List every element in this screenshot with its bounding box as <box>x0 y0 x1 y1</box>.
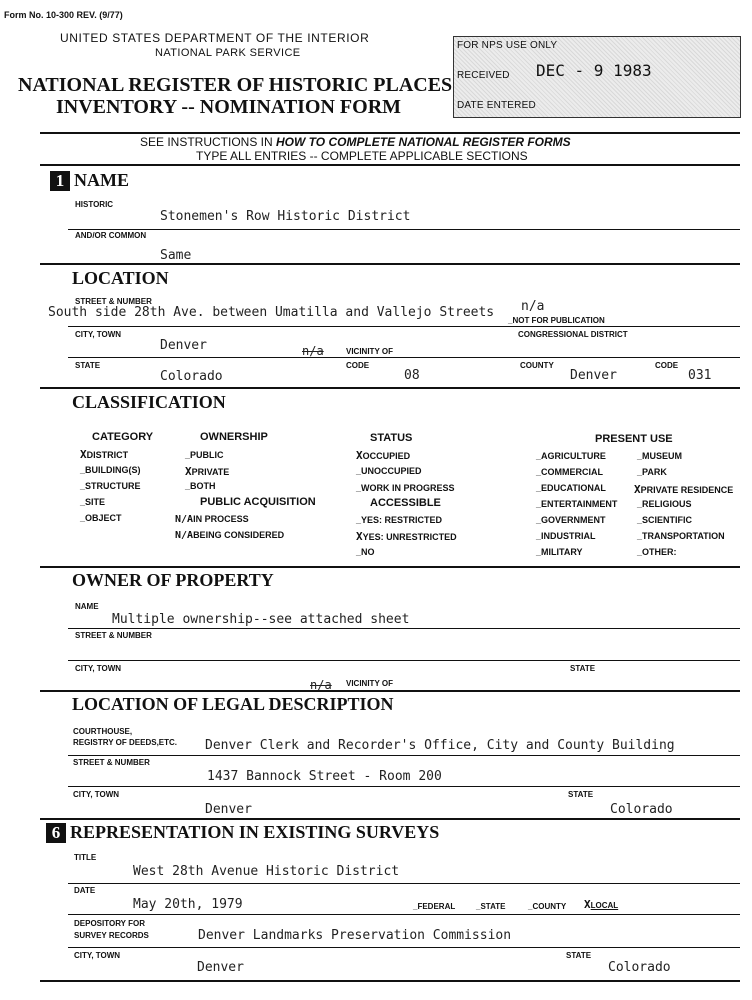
accessible-restricted[interactable]: _YES: RESTRICTED <box>356 515 443 525</box>
rule <box>68 229 740 230</box>
legal-street-label: STREET & NUMBER <box>73 758 150 767</box>
survey-date-value[interactable]: May 20th, 1979 <box>133 897 243 912</box>
use-private-residence[interactable]: XPRIVATE RESIDENCE <box>634 483 734 496</box>
rule <box>40 132 740 134</box>
public-acquisition-label: PUBLIC ACQUISITION <box>200 496 316 508</box>
legal-city-label: CITY, TOWN <box>73 790 120 799</box>
location-heading: LOCATION <box>72 268 169 288</box>
use-other[interactable]: _OTHER: <box>637 547 677 557</box>
county-code-value[interactable]: 031 <box>688 368 712 383</box>
county-value[interactable]: Denver <box>570 368 617 383</box>
rule <box>40 387 740 389</box>
category-buildings[interactable]: _BUILDING(S) <box>80 465 141 475</box>
rule <box>40 980 740 982</box>
rule <box>68 883 740 884</box>
instructions-line2: TYPE ALL ENTRIES -- COMPLETE APPLICABLE SECTIONS <box>196 149 528 163</box>
courthouse-label: COURTHOUSE, <box>73 727 133 736</box>
rule <box>68 755 740 756</box>
vicinity-value[interactable]: n/a <box>302 344 324 358</box>
use-industrial[interactable]: _INDUSTRIAL <box>536 531 596 541</box>
acquisition-in-process[interactable]: N/AIN PROCESS <box>175 514 249 525</box>
use-scientific[interactable]: _SCIENTIFIC <box>637 515 693 525</box>
use-commercial[interactable]: _COMMERCIAL <box>536 467 603 477</box>
classification-heading: CLASSIFICATION <box>72 392 226 412</box>
date-entered-label: DATE ENTERED <box>457 100 536 111</box>
status-work-in-progress[interactable]: _WORK IN PROGRESS <box>356 483 455 493</box>
acquisition-being-considered[interactable]: N/ABEING CONSIDERED <box>175 530 285 541</box>
vicinity-label: VICINITY OF <box>346 347 393 356</box>
city-value[interactable]: Denver <box>160 338 207 353</box>
category-site[interactable]: _SITE <box>80 497 106 507</box>
survey-local[interactable]: XLOCAL <box>584 898 619 911</box>
status-occupied[interactable]: XOCCUPIED <box>356 449 411 462</box>
owner-street-label: STREET & NUMBER <box>75 631 152 640</box>
rule <box>40 263 740 265</box>
survey-title-label: TITLE <box>74 853 97 862</box>
rule <box>40 566 740 568</box>
owner-vicinity-value[interactable]: n/a <box>310 678 332 692</box>
ownership-private[interactable]: XPRIVATE <box>185 465 230 478</box>
accessible-label: ACCESSIBLE <box>370 497 441 509</box>
owner-vicinity-label: VICINITY OF <box>346 679 393 688</box>
state-label: STATE <box>75 361 101 370</box>
legal-city-value[interactable]: Denver <box>205 802 252 817</box>
status-label: STATUS <box>370 432 413 444</box>
instructions-line1: SEE INSTRUCTIONS IN HOW TO COMPLETE NATIONAL REGISTER FORMS <box>140 135 571 149</box>
rule <box>40 690 740 692</box>
nps-use-box <box>453 36 741 118</box>
survey-state-label: STATE <box>566 951 592 960</box>
use-entertainment[interactable]: _ENTERTAINMENT <box>536 499 618 509</box>
use-religious[interactable]: _RELIGIOUS <box>637 499 692 509</box>
code-label: CODE <box>346 361 370 370</box>
use-government[interactable]: _GOVERNMENT <box>536 515 606 525</box>
owner-name-label: NAME <box>75 602 99 611</box>
survey-city-label: CITY, TOWN <box>74 951 121 960</box>
county-label: COUNTY <box>520 361 554 370</box>
form-title: NATIONAL REGISTER OF HISTORIC PLACES <box>18 74 453 96</box>
survey-date-label: DATE <box>74 886 96 895</box>
legal-state-value[interactable]: Colorado <box>610 802 673 817</box>
street-label: STREET & NUMBER <box>75 297 152 306</box>
survey-records-label: SURVEY RECORDS <box>74 931 149 940</box>
owner-heading: OWNER OF PROPERTY <box>72 570 274 590</box>
common-name-value[interactable]: Same <box>160 248 192 263</box>
use-educational[interactable]: _EDUCATIONAL <box>536 483 606 493</box>
legal-street-value[interactable]: 1437 Bannock Street - Room 200 <box>207 769 442 784</box>
survey-title-value[interactable]: West 28th Avenue Historic District <box>133 864 400 879</box>
use-military[interactable]: _MILITARY <box>536 547 583 557</box>
service-name: NATIONAL PARK SERVICE <box>155 47 301 59</box>
ownership-both[interactable]: _BOTH <box>185 481 216 491</box>
use-agriculture[interactable]: _AGRICULTURE <box>536 451 606 461</box>
common-name-label: AND/OR COMMON <box>75 231 147 240</box>
category-district[interactable]: XDISTRICT <box>80 448 129 461</box>
status-unoccupied[interactable]: _UNOCCUPIED <box>356 466 422 476</box>
not-for-publication-label: _NOT FOR PUBLICATION <box>508 316 605 325</box>
depository-value[interactable]: Denver Landmarks Preservation Commission <box>198 928 512 943</box>
use-transportation[interactable]: _TRANSPORTATION <box>637 531 725 541</box>
survey-county[interactable]: _COUNTY <box>528 902 567 911</box>
survey-city-value[interactable]: Denver <box>197 960 244 975</box>
registry-label: REGISTRY OF DEEDS,ETC. <box>73 738 178 747</box>
form-subtitle: INVENTORY -- NOMINATION FORM <box>56 96 402 118</box>
legal-description-heading: LOCATION OF LEGAL DESCRIPTION <box>72 694 394 714</box>
city-label: CITY, TOWN <box>75 330 122 339</box>
rule <box>40 818 740 820</box>
depository-label: DEPOSITORY FOR <box>74 919 145 928</box>
category-structure[interactable]: _STRUCTURE <box>80 481 141 491</box>
rule <box>40 164 740 166</box>
accessible-unrestricted[interactable]: XYES: UNRESTRICTED <box>356 530 457 543</box>
historic-label: HISTORIC <box>75 200 114 209</box>
congressional-district-label: CONGRESSIONAL DISTRICT <box>518 330 628 339</box>
survey-state[interactable]: _STATE <box>476 902 506 911</box>
county-code-label: CODE <box>655 361 679 370</box>
rule <box>68 914 740 915</box>
name-section-heading: 1 NAME <box>50 170 129 191</box>
use-park[interactable]: _PARK <box>637 467 667 477</box>
received-label: RECEIVED <box>457 70 510 81</box>
state-value[interactable]: Colorado <box>160 369 223 384</box>
rule <box>68 326 740 327</box>
street-value[interactable]: South side 28th Ave. between Umatilla and Vallejo Streets <box>48 305 495 320</box>
received-date-stamp: DEC - 9 1983 <box>536 61 652 80</box>
ownership-label: OWNERSHIP <box>200 431 268 443</box>
rule <box>68 660 740 661</box>
use-museum[interactable]: _MUSEUM <box>637 451 683 461</box>
rule <box>68 786 740 787</box>
rule <box>68 947 740 948</box>
historic-name-value[interactable]: Stonemen's Row Historic District <box>160 209 411 224</box>
department-name: UNITED STATES DEPARTMENT OF THE INTERIOR <box>60 31 370 45</box>
courthouse-value[interactable]: Denver Clerk and Recorder's Office, City and County Building <box>205 738 675 753</box>
owner-name-value[interactable]: Multiple ownership--see attached sheet <box>112 612 410 627</box>
nps-use-label: FOR NPS USE ONLY <box>457 40 558 51</box>
surveys-heading: 6 REPRESENTATION IN EXISTING SURVEYS <box>46 822 439 843</box>
owner-city-label: CITY, TOWN <box>75 664 122 673</box>
survey-federal[interactable]: _FEDERAL <box>413 902 456 911</box>
rule <box>68 357 740 358</box>
accessible-no[interactable]: _NO <box>356 547 375 557</box>
category-object[interactable]: _OBJECT <box>80 513 122 523</box>
state-code-value[interactable]: 08 <box>404 368 420 383</box>
rule <box>68 628 740 629</box>
form-number: Form No. 10-300 REV. (9/77) <box>4 10 123 20</box>
category-label: CATEGORY <box>92 431 154 443</box>
ownership-public[interactable]: _PUBLIC <box>185 450 224 460</box>
survey-state-value[interactable]: Colorado <box>608 960 671 975</box>
legal-state-label: STATE <box>568 790 594 799</box>
not-for-publication-value[interactable]: n/a <box>521 299 545 314</box>
owner-state-label: STATE <box>570 664 596 673</box>
present-use-label: PRESENT USE <box>595 433 673 445</box>
